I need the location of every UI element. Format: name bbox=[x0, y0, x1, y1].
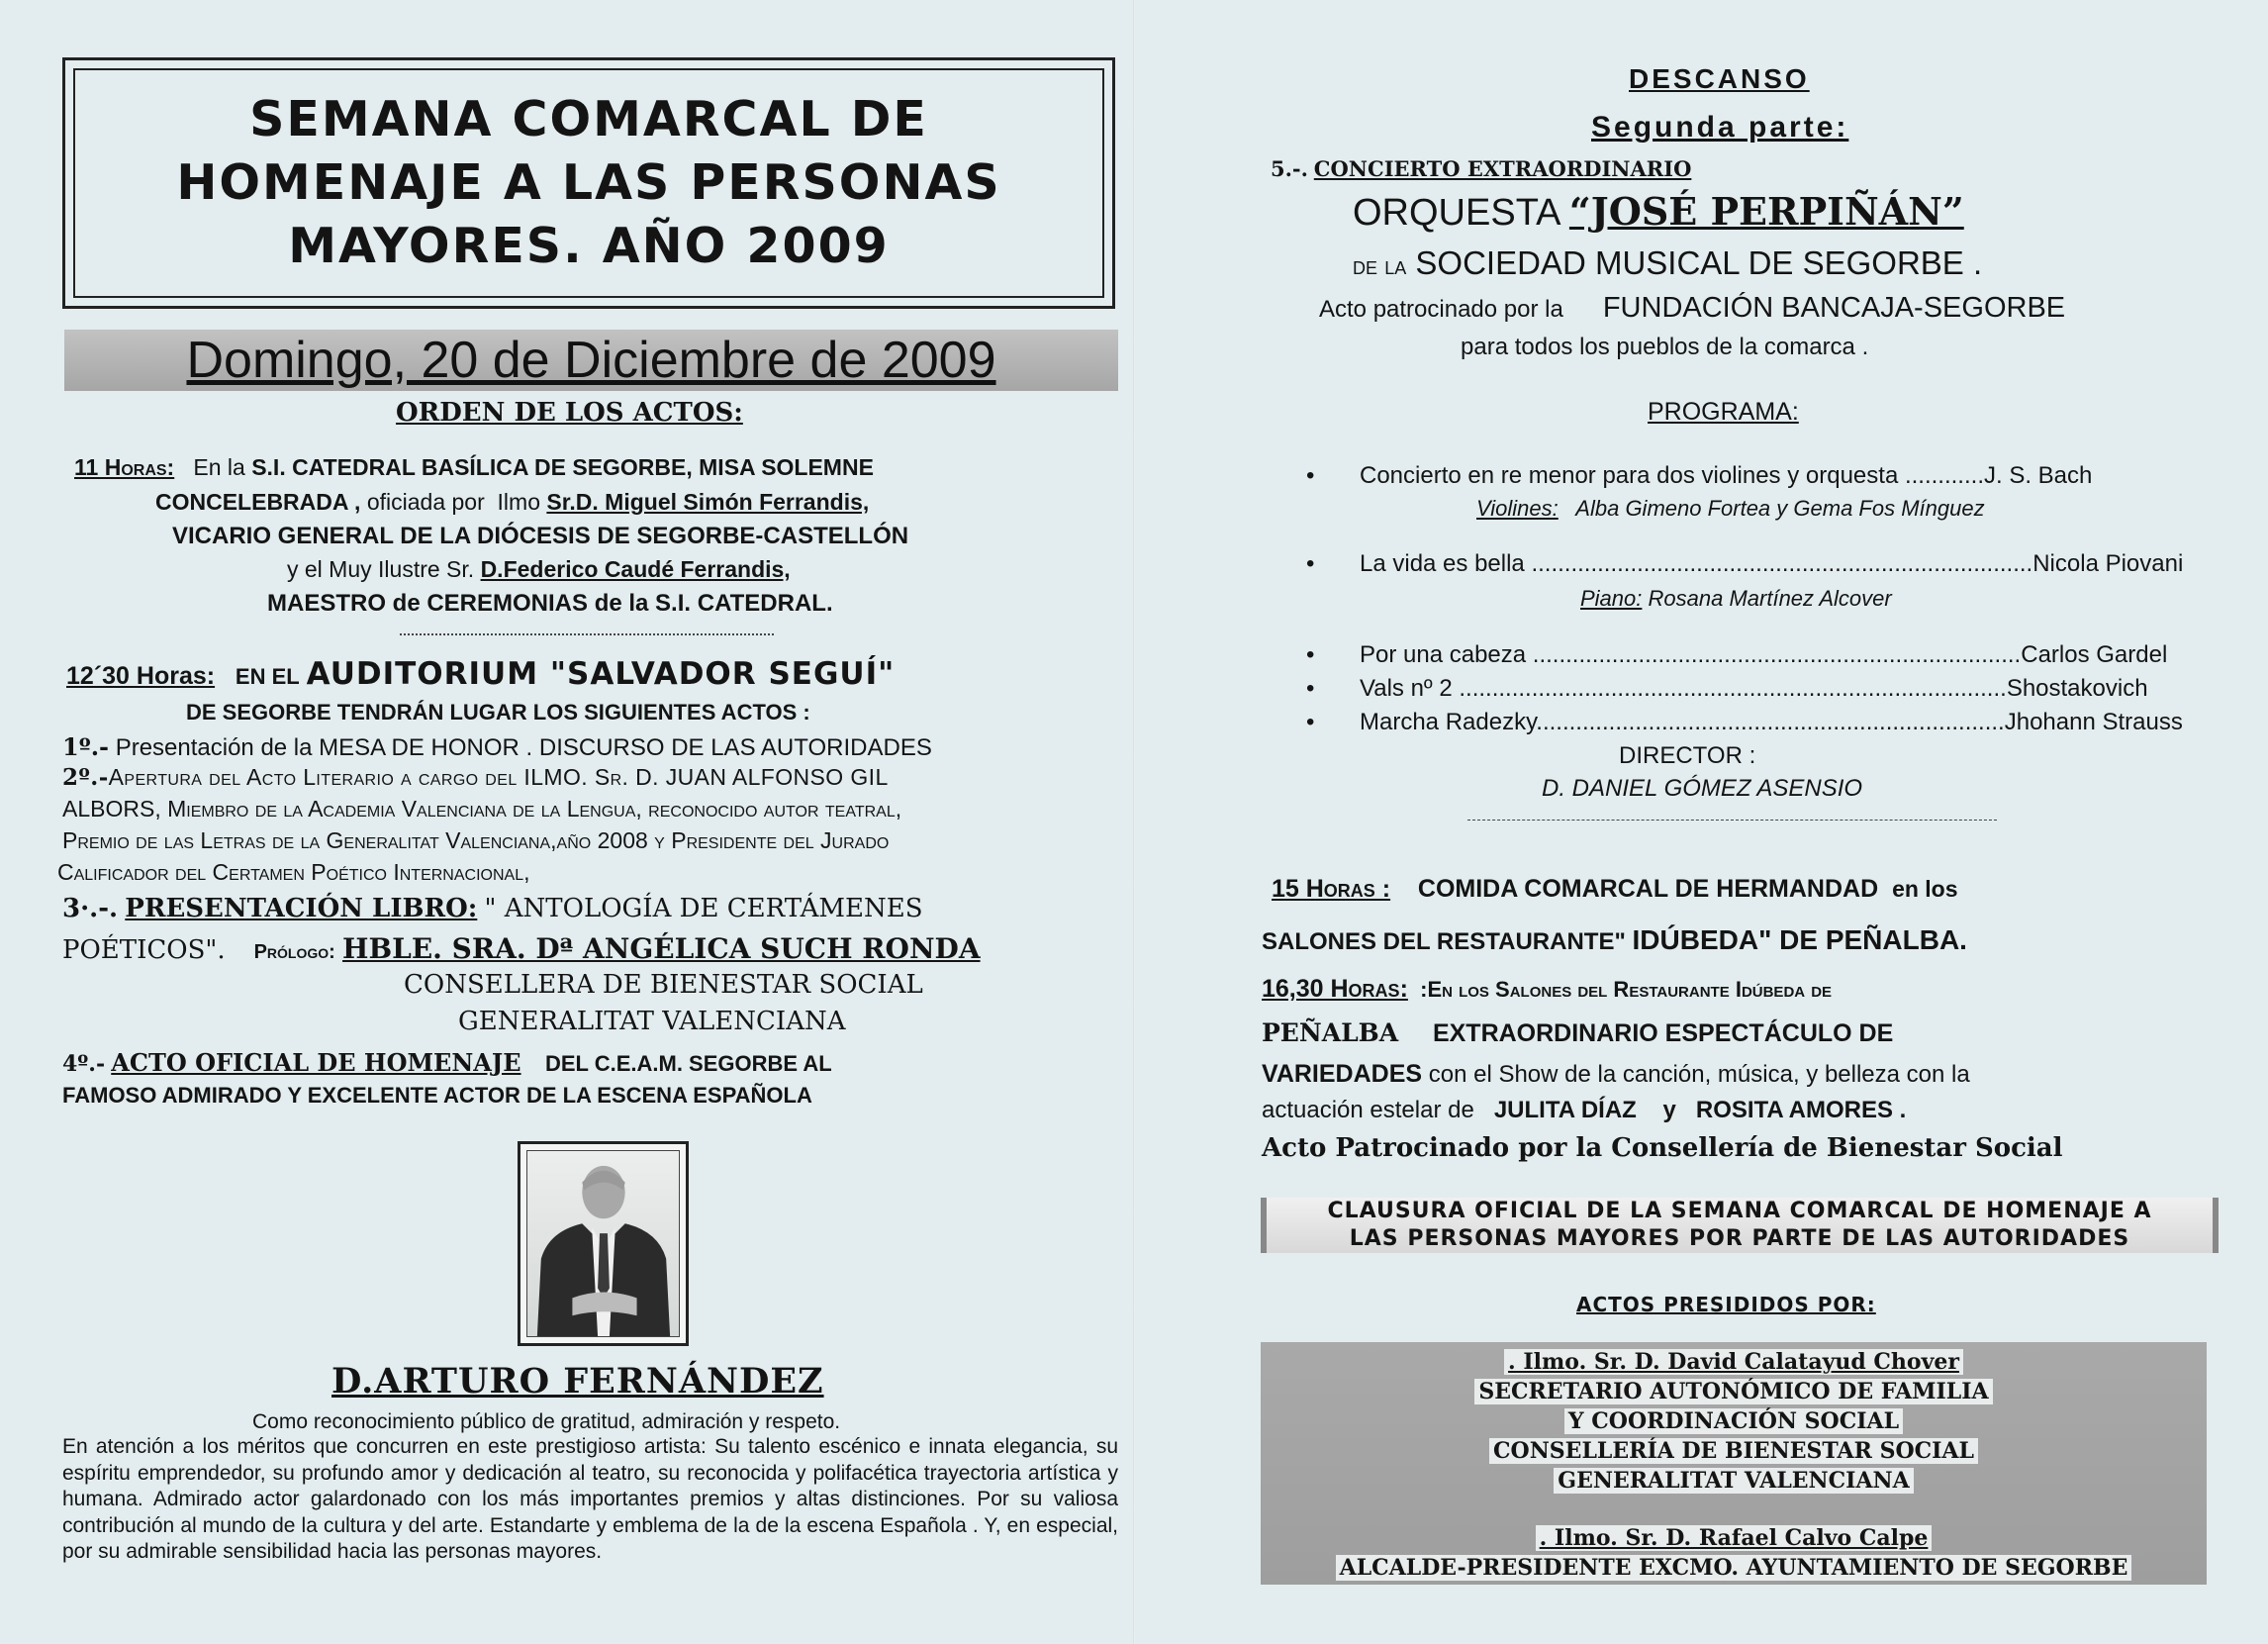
title-line-3: MAYORES. AÑO 2009 bbox=[288, 218, 890, 274]
authorities-box bbox=[1261, 1342, 2207, 1585]
descanso-heading: DESCANSO bbox=[1629, 63, 1810, 94]
program-item-1: Concierto en re menor para dos violines y orquesta ............J. S. Bach bbox=[1360, 462, 2093, 489]
concierto-heading: 5.-. CONCIERTO EXTRAORDINARIO bbox=[1271, 156, 1692, 181]
act2-item3-line2: POÉTICOS". Prólogo: HBLE. SRA. Dª ANGÉLICA SUCH RONDA bbox=[62, 932, 981, 965]
act2-item3-line3: CONSELLERA DE BIENESTAR SOCIAL bbox=[404, 970, 923, 1000]
recognition-line: Como reconocimiento público de gratitud, admiración y respeto. bbox=[252, 1410, 841, 1433]
program-item bbox=[1306, 462, 1314, 490]
honoree-name: D.ARTURO FERNÁNDEZ bbox=[331, 1361, 824, 1402]
program-item-3: Por una cabeza ..........................................................................Carlos Gardel bbox=[1360, 641, 2168, 668]
title-line-1: SEMANA COMARCAL DE bbox=[249, 91, 928, 147]
act1-line5: MAESTRO de CEREMONIAS de la S.I. CATEDRAL. bbox=[267, 590, 833, 617]
act2-item2-line1: 2º.-Apertura del Acto Literario a cargo del ILMO. Sr. D. JUAN ALFONSO GIL bbox=[62, 764, 889, 791]
authority-1-title2: Y COORDINACIÓN SOCIAL bbox=[1261, 1407, 2207, 1435]
authority-1-gov: GENERALITAT VALENCIANA bbox=[1261, 1467, 2207, 1495]
show-line1: 16,30 Horas: :En los Salones del Restaurante Idúbeda de bbox=[1262, 975, 1833, 1003]
portrait-image bbox=[527, 1151, 679, 1336]
segunda-parte-heading: Segunda parte: bbox=[1591, 111, 1849, 144]
patrocinio-social: Acto Patrocinado por la Consellería de Bienestar Social bbox=[1262, 1133, 2063, 1163]
honoree-photo bbox=[518, 1141, 689, 1346]
patrocinio-line: Acto patrocinado por la FUNDACIÓN BANCAJA-SEGORBE bbox=[1319, 292, 2066, 324]
divider bbox=[400, 633, 774, 635]
show-line2: PEÑALBA EXTRAORDINARIO ESPECTÁCULO DE bbox=[1262, 1018, 1894, 1047]
authority-2-title: ALCALDE-PRESIDENTE EXCMO. AYUNTAMIENTO DE SEGORBE bbox=[1261, 1554, 2207, 1582]
act2-item3-line1: 3·.-. PRESENTACIÓN LIBRO: " ANTOLOGÍA DE CERTÁMENES bbox=[62, 894, 923, 923]
act2-item4-line2: FAMOSO ADMIRADO Y EXCELENTE ACTOR DE LA ESCENA ESPAÑOLA bbox=[62, 1083, 812, 1108]
show-line3: VARIEDADES con el Show de la canción, música, y belleza con la bbox=[1262, 1060, 1970, 1088]
comida-line1: 15 Horas : COMIDA COMARCAL DE HERMANDAD en los bbox=[1272, 875, 1958, 903]
act2-item2-line4: Calificador del Certamen Poético Internacional, bbox=[57, 859, 530, 885]
act1-line3: VICARIO GENERAL DE LA DIÓCESIS DE SEGORBE-CASTELLÓN bbox=[172, 523, 909, 549]
bullet-icon: • bbox=[1306, 550, 1315, 577]
bullet-icon: • bbox=[1306, 675, 1315, 702]
orquesta-title: ORQUESTA “JOSÉ PERPIÑÁN” bbox=[1353, 189, 1964, 234]
programa-heading: PROGRAMA: bbox=[1648, 398, 1799, 426]
program-item-2: La vida es bella ............................................................................Nicola Piovani bbox=[1360, 550, 2184, 577]
merits-paragraph: En atención a los méritos que concurren en este prestigioso artista: Su talento escénico e innata elegancia, su espíritu emprendedor, su profundo amor y dedicación al teatro, su reconocida y polifacética trayectoria artística y humana. Admirado actor galardonado con los más importantes premios y altas distinciones. Por su valiosa contribución al mundo de la cultura y del arte. Estandarte y emblema de la de la escena Española . Y, en especial, por su admirable sensibilidad hacia las personas mayores. bbox=[62, 1435, 1118, 1563]
act2-line1: 12´30 Horas: EN EL AUDITORIUM "SALVADOR SEGUÍ" bbox=[66, 656, 896, 692]
piano-line: Piano: Rosana Martínez Alcover bbox=[1580, 586, 1892, 611]
comida-line2: SALONES DEL RESTAURANTE" IDÚBEDA" DE PEÑALBA. bbox=[1262, 924, 1967, 955]
act2-item3-line4: GENERALITAT VALENCIANA bbox=[458, 1007, 846, 1036]
clausura-banner: CLAUSURA OFICIAL DE LA SEMANA COMARCAL DE HOMENAJE A LAS PERSONAS MAYORES POR PARTE DE LAS AUTORIDADES bbox=[1261, 1198, 2219, 1253]
act1-line2: CONCELEBRADA , oficiada por Ilmo Sr.D. Miguel Simón Ferrandis, bbox=[155, 489, 870, 515]
program-item-4: Vals nº 2 ...................................................................................Shostakovich bbox=[1360, 675, 2148, 702]
act2-item1: 1º.- Presentación de la MESA DE HONOR . DISCURSO DE LAS AUTORIDADES bbox=[62, 732, 932, 761]
bullet-icon: • bbox=[1306, 462, 1315, 489]
program-item-5: Marcha Radezky.......................................................................Jhohann Strauss bbox=[1360, 709, 2183, 735]
act2-item2-line2: ALBORS, Miembro de la Academia Valenciana de la Lengua, reconocido autor teatral, bbox=[62, 796, 902, 822]
show-line4: actuación estelar de JULITA DÍAZ y ROSITA AMORES . bbox=[1262, 1097, 1907, 1123]
sociedad-line: de la SOCIEDAD MUSICAL DE SEGORBE . bbox=[1353, 244, 1983, 281]
authority-1-name: . Ilmo. Sr. D. David Calatayud Chover bbox=[1261, 1348, 2207, 1376]
act1-line1: 11 Horas: En la S.I. CATEDRAL BASÍLICA DE SEGORBE, MISA SOLEMNE bbox=[74, 454, 874, 480]
bullet-icon: • bbox=[1306, 709, 1315, 735]
pueblos-line: para todos los pueblos de la comarca . bbox=[1461, 334, 1869, 360]
program-item bbox=[1306, 675, 1314, 703]
date-banner: Domingo, 20 de Diciembre de 2009 bbox=[64, 330, 1118, 391]
authority-1-title: SECRETARIO AUTONÓMICO DE FAMILIA bbox=[1261, 1378, 2207, 1405]
act1-line4: y el Muy Ilustre Sr. D.Federico Caudé Ferrandis, bbox=[287, 556, 791, 582]
program-item bbox=[1306, 709, 1314, 736]
director-name: D. DANIEL GÓMEZ ASENSIO bbox=[1542, 775, 1863, 802]
act2-item4-line1: 4º.- ACTO OFICIAL DE HOMENAJE DEL C.E.A.M. SEGORBE AL bbox=[62, 1048, 832, 1077]
title-box bbox=[62, 57, 1115, 309]
act2-item2-line3: Premio de las Letras de la Generalitat Valenciana,año 2008 y Presidente del Jurado bbox=[62, 827, 890, 853]
violines-line: Violines: Alba Gimeno Fortea y Gema Fos Mínguez bbox=[1476, 496, 1985, 521]
bullet-icon: • bbox=[1306, 641, 1315, 668]
presididos-heading: ACTOS PRESIDIDOS POR: bbox=[1576, 1293, 1876, 1316]
authority-1-dept: CONSELLERÍA DE BIENESTAR SOCIAL bbox=[1261, 1437, 2207, 1465]
main-title bbox=[176, 88, 1000, 278]
title-line-2: HOMENAJE A LAS PERSONAS bbox=[176, 154, 1001, 211]
divider bbox=[1467, 820, 1997, 821]
act2-line2: DE SEGORBE TENDRÁN LUGAR LOS SIGUIENTES ACTOS : bbox=[186, 700, 810, 725]
director-label: DIRECTOR : bbox=[1619, 742, 1756, 769]
authority-2-name: . Ilmo. Sr. D. Rafael Calvo Calpe bbox=[1261, 1524, 2207, 1552]
program-item bbox=[1306, 641, 1314, 669]
orden-heading: ORDEN DE LOS ACTOS: bbox=[396, 398, 743, 428]
program-item bbox=[1306, 550, 1314, 578]
